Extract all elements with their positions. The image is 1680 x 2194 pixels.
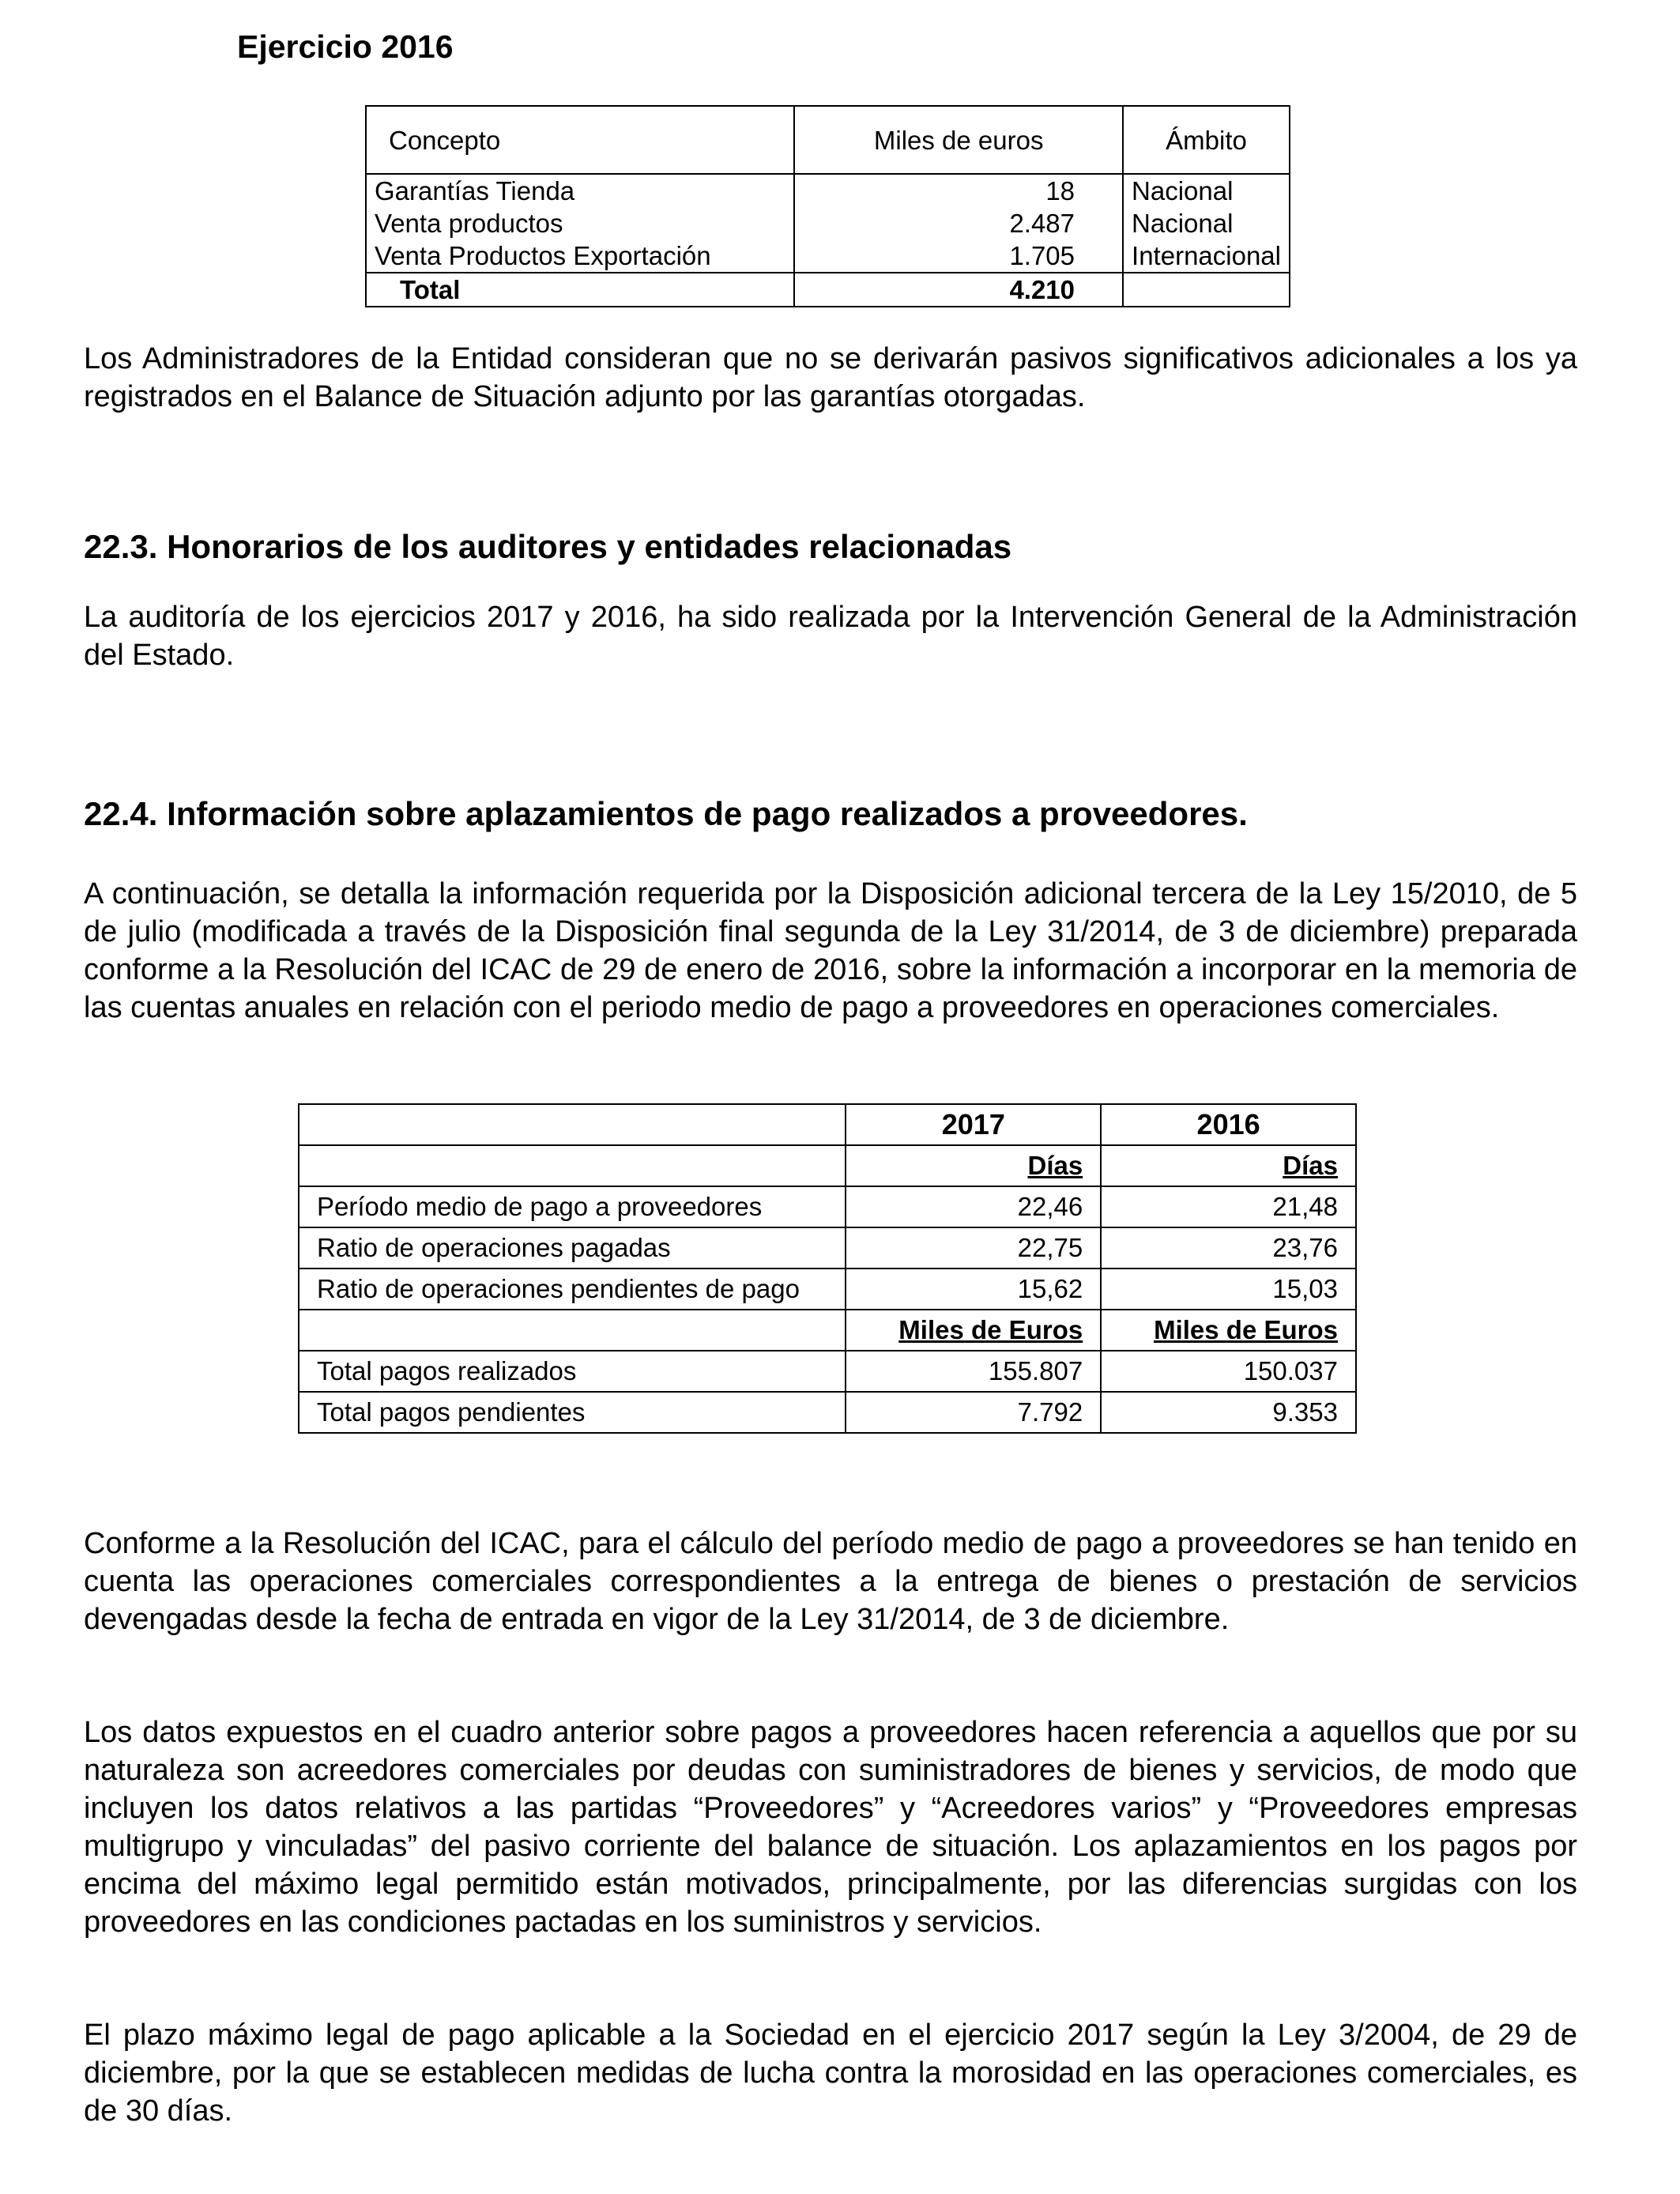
total-row (366, 273, 1290, 307)
value-2016: 150.037 (1101, 1351, 1356, 1392)
value-2016: 23,76 (1101, 1227, 1356, 1269)
section-22-4-intro: A continuación, se detalla la información requerida por la Disposición adicional tercera de la Ley 15/2010, de 5 de julio (modificada a través de la Disposición final segunda de la Ley 31/2014, de 3 de diciembre) preparada conforme a la Resolución del ICAC de 29 de enero de 2016, sobre la información a incorporar en la memoria de las cuentas anuales en relación con el periodo medio de pago a proveedores en operaciones comerciales. (84, 877, 1577, 1024)
section-22-3-title: 22.3. Honorarios de los auditores y entidades relacionadas (84, 528, 1012, 565)
para-conforme: Conforme a la Resolución del ICAC, para el cálculo del período medio de pago a proveedores se han tenido en cuenta las operaciones comerciales correspondientes a la entrega de bienes o prestación de servicios devengadas desde la fecha de entrada en vigor de la Ley 31/2014, de 3 de diciembre. (84, 1527, 1577, 1636)
empty-cell (299, 1104, 846, 1145)
empty-cell (299, 1145, 846, 1186)
row-label: Período medio de pago a proveedores (299, 1186, 846, 1227)
row-label: Ratio de operaciones pagadas (299, 1227, 846, 1269)
value-2016: 15,03 (1101, 1269, 1356, 1310)
unit-euros-2016: Miles de Euros (1101, 1310, 1356, 1351)
year-2017: 2017 (846, 1104, 1101, 1145)
ejercicio-title: Ejercicio 2016 (237, 28, 454, 65)
total-value: 4.210 (794, 273, 1123, 307)
value-2017: 15,62 (846, 1269, 1101, 1310)
value-2017: 7.792 (846, 1392, 1101, 1433)
value-2016: 9.353 (1101, 1392, 1356, 1433)
header-ambito: Ámbito (1123, 106, 1290, 174)
total-label: Total (366, 273, 794, 307)
para-datos: Los datos expuestos en el cuadro anterior sobre pagos a proveedores hacen referencia a aquellos que por su naturaleza son acreedores comerciales por deudas con suministradores de bienes y servicios, de modo que incluyen los datos relativos a las partidas “Proveedores” y “Acreedores varios” y “Proveedores empresas multigrupo y vinculadas” del pasivo corriente del balance de situación. Los aplazamientos en los pagos por encima del máximo legal permitido están motivados, principalmente, por las diferencias surgidas con los proveedores en las condiciones pactadas en los suministros y servicios. (84, 1716, 1577, 1939)
table-row (366, 239, 1290, 273)
cell-ambito: Nacional (1123, 174, 1290, 207)
header-concepto: Concepto (366, 106, 794, 174)
unit-days-2016: Días (1101, 1145, 1356, 1186)
value-2017: 155.807 (846, 1351, 1101, 1392)
table-header-row (366, 106, 1290, 174)
year-2016: 2016 (1101, 1104, 1356, 1145)
cell-concepto: Garantías Tienda (366, 174, 794, 207)
para-plazo: El plazo máximo legal de pago aplicable a la Sociedad en el ejercicio 2017 según la Ley 3/2004, de 29 de diciembre, por la que se establecen medidas de lucha contra la morosidad en las operaciones comerciales, es de 30 días. (84, 2019, 1577, 2128)
table-row (299, 1392, 1356, 1433)
garantias-table (365, 105, 1290, 307)
unit-days-2017: Días (846, 1145, 1101, 1186)
aplazamientos-table (298, 1103, 1357, 1434)
unit-euros-2017: Miles de Euros (846, 1310, 1101, 1351)
row-label: Ratio de operaciones pendientes de pago (299, 1269, 846, 1310)
header-miles-euros: Miles de euros (794, 106, 1123, 174)
cell-ambito: Internacional (1123, 239, 1290, 273)
value-2017: 22,46 (846, 1186, 1101, 1227)
cell-concepto: Venta Productos Exportación (366, 239, 794, 273)
table-row (299, 1227, 1356, 1269)
table-row (299, 1186, 1356, 1227)
para-administradores: Los Administradores de la Entidad consideran que no se derivarán pasivos significativos adicionales a los ya registrados en el Balance de Situación adjunto por las garantías otorgadas. (84, 342, 1577, 413)
value-2016: 21,48 (1101, 1186, 1356, 1227)
cell-miles: 1.705 (794, 239, 1123, 273)
cell-miles: 2.487 (794, 207, 1123, 239)
table-row (366, 174, 1290, 207)
empty-cell (299, 1310, 846, 1351)
table-row (366, 207, 1290, 239)
value-2017: 22,75 (846, 1227, 1101, 1269)
cell-concepto: Venta productos (366, 207, 794, 239)
year-header-row (299, 1104, 1356, 1145)
section-22-4-title: 22.4. Información sobre aplazamientos de pago realizados a proveedores. (84, 795, 1248, 832)
unit-row-euros (299, 1310, 1356, 1351)
cell-miles: 18 (794, 174, 1123, 207)
cell-ambito: Nacional (1123, 207, 1290, 239)
section-22-3-text: La auditoría de los ejercicios 2017 y 2016, ha sido realizada por la Intervención General de la Administración del Estado. (84, 601, 1577, 672)
table-row (299, 1351, 1356, 1392)
unit-row-days (299, 1145, 1356, 1186)
total-empty (1123, 273, 1290, 307)
row-label: Total pagos realizados (299, 1351, 846, 1392)
row-label: Total pagos pendientes (299, 1392, 846, 1433)
table-row (299, 1269, 1356, 1310)
